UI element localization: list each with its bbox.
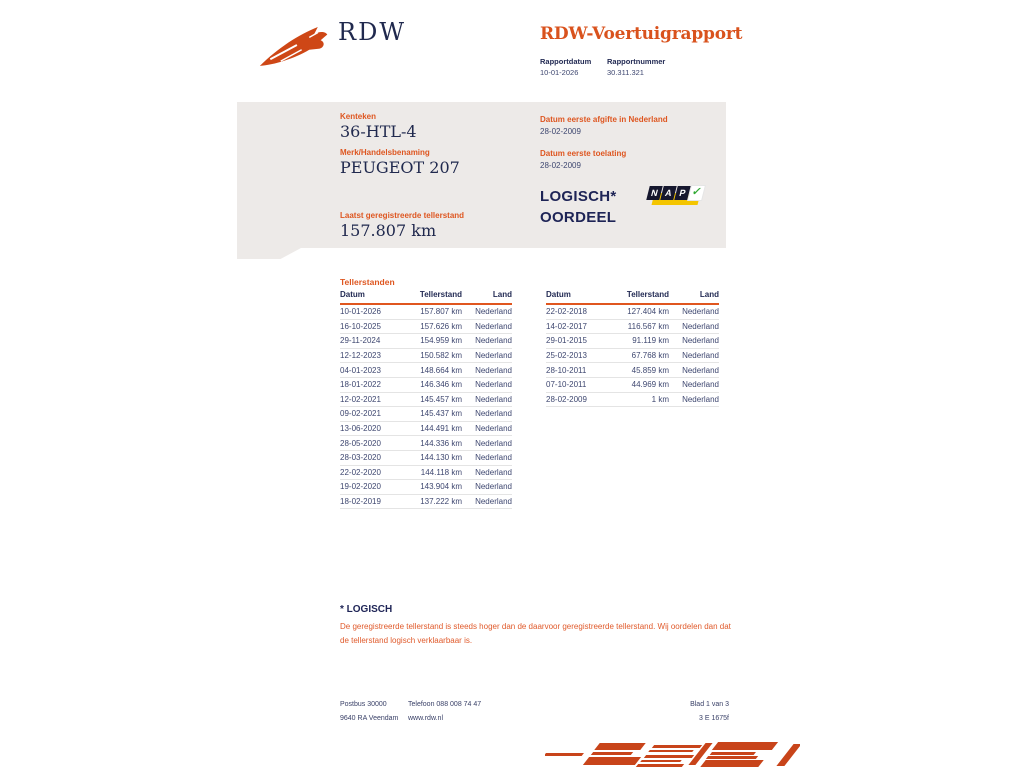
table-cell: Nederland <box>475 351 512 361</box>
table-cell: 09-02-2021 <box>340 409 381 419</box>
table-cell: 116.567 km <box>627 321 669 331</box>
table-cell: Nederland <box>682 365 719 375</box>
table-cell: 157.807 km <box>420 307 462 317</box>
table-cell: 145.457 km <box>420 394 462 404</box>
column-header-land: Land <box>492 290 512 299</box>
footer-phone: Telefoon 088 008 74 47 <box>408 701 482 708</box>
stripe <box>648 750 694 752</box>
table-cell: 28-05-2020 <box>340 438 381 448</box>
stripe <box>652 745 702 748</box>
table-cell: 144.336 km <box>420 438 462 448</box>
table-cell: Nederland <box>475 336 512 346</box>
table-row <box>340 363 512 378</box>
odometer-table-left <box>340 290 512 509</box>
table-cell: Nederland <box>475 307 512 317</box>
stripe <box>583 757 641 765</box>
table-row <box>340 393 512 408</box>
table-row <box>340 422 512 437</box>
oordeel-verdict <box>540 186 617 228</box>
table-cell: 04-01-2023 <box>340 365 381 375</box>
table-row <box>340 451 512 466</box>
table-cell: 12-02-2021 <box>340 394 381 404</box>
oordeel-line1: LOGISCH* <box>540 188 617 205</box>
table-row <box>340 378 512 393</box>
table-cell: 157.626 km <box>420 321 462 331</box>
table-cell: 67.768 km <box>631 351 669 361</box>
table-cell: Nederland <box>475 321 512 331</box>
rdw-wordmark: RDW <box>338 18 406 46</box>
stripe <box>700 760 763 767</box>
stripe <box>776 744 800 766</box>
table-row <box>340 407 512 422</box>
nap-letter-p: P <box>674 186 690 200</box>
table-cell: 150.582 km <box>420 351 462 361</box>
kenteken-label: Kenteken <box>340 112 377 121</box>
table-cell: Nederland <box>682 321 719 331</box>
table-cell: 144.130 km <box>420 453 462 463</box>
table-cell: 12-12-2023 <box>340 351 381 361</box>
table-cell: 10-01-2026 <box>340 307 381 317</box>
table-cell: 1 km <box>651 394 669 404</box>
nap-check-icon: ✓ <box>688 186 704 200</box>
table-cell: 18-02-2019 <box>340 497 381 507</box>
table-cell: Nederland <box>475 409 512 419</box>
table-row <box>546 334 719 349</box>
table-cell: 13-06-2020 <box>340 424 381 434</box>
stripe <box>640 760 682 762</box>
table-cell: 143.904 km <box>420 482 462 492</box>
report-number-label: Rapportnummer <box>607 57 666 66</box>
afgifte-value: 28-02-2009 <box>540 127 581 136</box>
table-cell: 28-10-2011 <box>546 365 587 375</box>
merk-value: PEUGEOT 207 <box>340 158 460 177</box>
toelating-label: Datum eerste toelating <box>540 149 627 158</box>
stripe <box>710 752 756 755</box>
table-cell: 146.346 km <box>420 380 462 390</box>
table-cell: 16-10-2025 <box>340 321 381 331</box>
table-body <box>340 305 512 509</box>
table-cell: 144.118 km <box>420 467 462 477</box>
table-cell: Nederland <box>475 497 512 507</box>
table-cell: 29-01-2015 <box>546 336 587 346</box>
table-cell: Nederland <box>475 453 512 463</box>
table-row <box>340 320 512 335</box>
table-row <box>340 480 512 495</box>
table-row <box>546 363 719 378</box>
table-row <box>340 466 512 481</box>
rdw-stripes-graphic <box>545 740 800 768</box>
tellerstand-label: Laatst geregistreerde tellerstand <box>340 211 465 220</box>
footer-website: www.rdw.nl <box>408 715 444 722</box>
footer-form-code: 3 E 1675f <box>699 715 729 722</box>
table-cell: 44.969 km <box>631 380 669 390</box>
nap-letter-a: A <box>660 186 676 200</box>
table-row <box>340 436 512 451</box>
stripe <box>545 753 584 756</box>
table-cell: 22-02-2020 <box>340 467 381 477</box>
summary-box-tab <box>237 248 301 259</box>
footer-address-line1: Postbus 30000 <box>340 701 387 708</box>
stripe <box>594 743 645 750</box>
nap-logo <box>648 186 704 207</box>
page-title: RDW-Voertuigrapport <box>540 24 743 44</box>
table-cell: 144.491 km <box>420 424 462 434</box>
table-cell: Nederland <box>475 482 512 492</box>
report-date-value: 10-01-2026 <box>540 68 579 77</box>
table-cell: Nederland <box>682 380 719 390</box>
footer-page-number: Blad 1 van 3 <box>690 701 729 708</box>
report-date-label: Rapportdatum <box>540 57 592 66</box>
table-cell: 25-02-2013 <box>546 351 587 361</box>
footnote-title: * LOGISCH <box>340 604 393 615</box>
table-cell: 148.664 km <box>420 365 462 375</box>
table-row <box>340 334 512 349</box>
table-cell: 22-02-2018 <box>546 307 587 317</box>
table-cell: 145.437 km <box>420 409 462 419</box>
table-row <box>340 495 512 510</box>
table-cell: 154.959 km <box>420 336 462 346</box>
table-cell: Nederland <box>475 424 512 434</box>
table-cell: 45.859 km <box>631 365 669 375</box>
table-cell: 28-03-2020 <box>340 453 381 463</box>
footer-address-line2: 9640 RA Veendam <box>340 715 399 722</box>
tellerstand-value: 157.807 km <box>340 221 437 240</box>
table-cell: 29-11-2024 <box>340 336 381 346</box>
merk-label: Merk/Handelsbenaming <box>340 148 430 157</box>
table-cell: Nederland <box>475 365 512 375</box>
stripe <box>706 756 758 759</box>
table-cell: Nederland <box>682 336 719 346</box>
stripe <box>636 764 684 767</box>
oordeel-line2: OORDEEL <box>540 209 617 226</box>
table-row <box>546 349 719 364</box>
odometer-table-right <box>546 290 719 407</box>
column-header-land: Land <box>699 290 719 299</box>
nap-letter-n: N <box>646 186 662 200</box>
stripe <box>712 742 778 750</box>
toelating-value: 28-02-2009 <box>540 161 581 170</box>
table-cell: Nederland <box>682 394 719 404</box>
footnote-text: De geregistreerde tellerstand is steeds hoger dan de daarvoor geregistreerde tellerstand. Wij oordelen dan dat de tellerstand logisch verklaarbaar is. <box>340 622 731 645</box>
table-cell: 07-10-2011 <box>546 380 587 390</box>
table-cell: 127.404 km <box>627 307 669 317</box>
table-cell: 91.119 km <box>632 336 669 346</box>
stripe <box>644 755 694 758</box>
afgifte-label: Datum eerste afgifte in Nederland <box>540 115 668 124</box>
table-cell: Nederland <box>682 307 719 317</box>
table-cell: 18-01-2022 <box>340 380 381 390</box>
stripe <box>591 752 633 755</box>
table-row <box>546 305 719 320</box>
table-cell: Nederland <box>475 438 512 448</box>
table-cell: 137.222 km <box>420 497 462 507</box>
table-cell: 14-02-2017 <box>546 321 587 331</box>
table-row <box>340 305 512 320</box>
table-cell: Nederland <box>475 467 512 477</box>
table-cell: 28-02-2009 <box>546 394 587 404</box>
table-cell: Nederland <box>475 394 512 404</box>
kenteken-value: 36-HTL-4 <box>340 122 417 141</box>
table-row <box>340 349 512 364</box>
rdw-falcon-logo-icon <box>257 21 333 69</box>
table-header-row <box>546 290 719 305</box>
table-cell: 19-02-2020 <box>340 482 381 492</box>
report-number-value: 30.311.321 <box>607 68 644 77</box>
column-header-datum: Datum <box>340 290 365 299</box>
tables-section-title: Tellerstanden <box>340 277 395 287</box>
table-row <box>546 378 719 393</box>
table-body <box>546 305 719 407</box>
table-header-row <box>340 290 512 305</box>
table-row <box>546 320 719 335</box>
table-cell: Nederland <box>475 380 512 390</box>
column-header-tellerstand: Tellerstand <box>419 290 462 299</box>
table-cell: Nederland <box>682 351 719 361</box>
column-header-tellerstand: Tellerstand <box>626 290 669 299</box>
table-row <box>546 393 719 408</box>
column-header-datum: Datum <box>546 290 571 299</box>
